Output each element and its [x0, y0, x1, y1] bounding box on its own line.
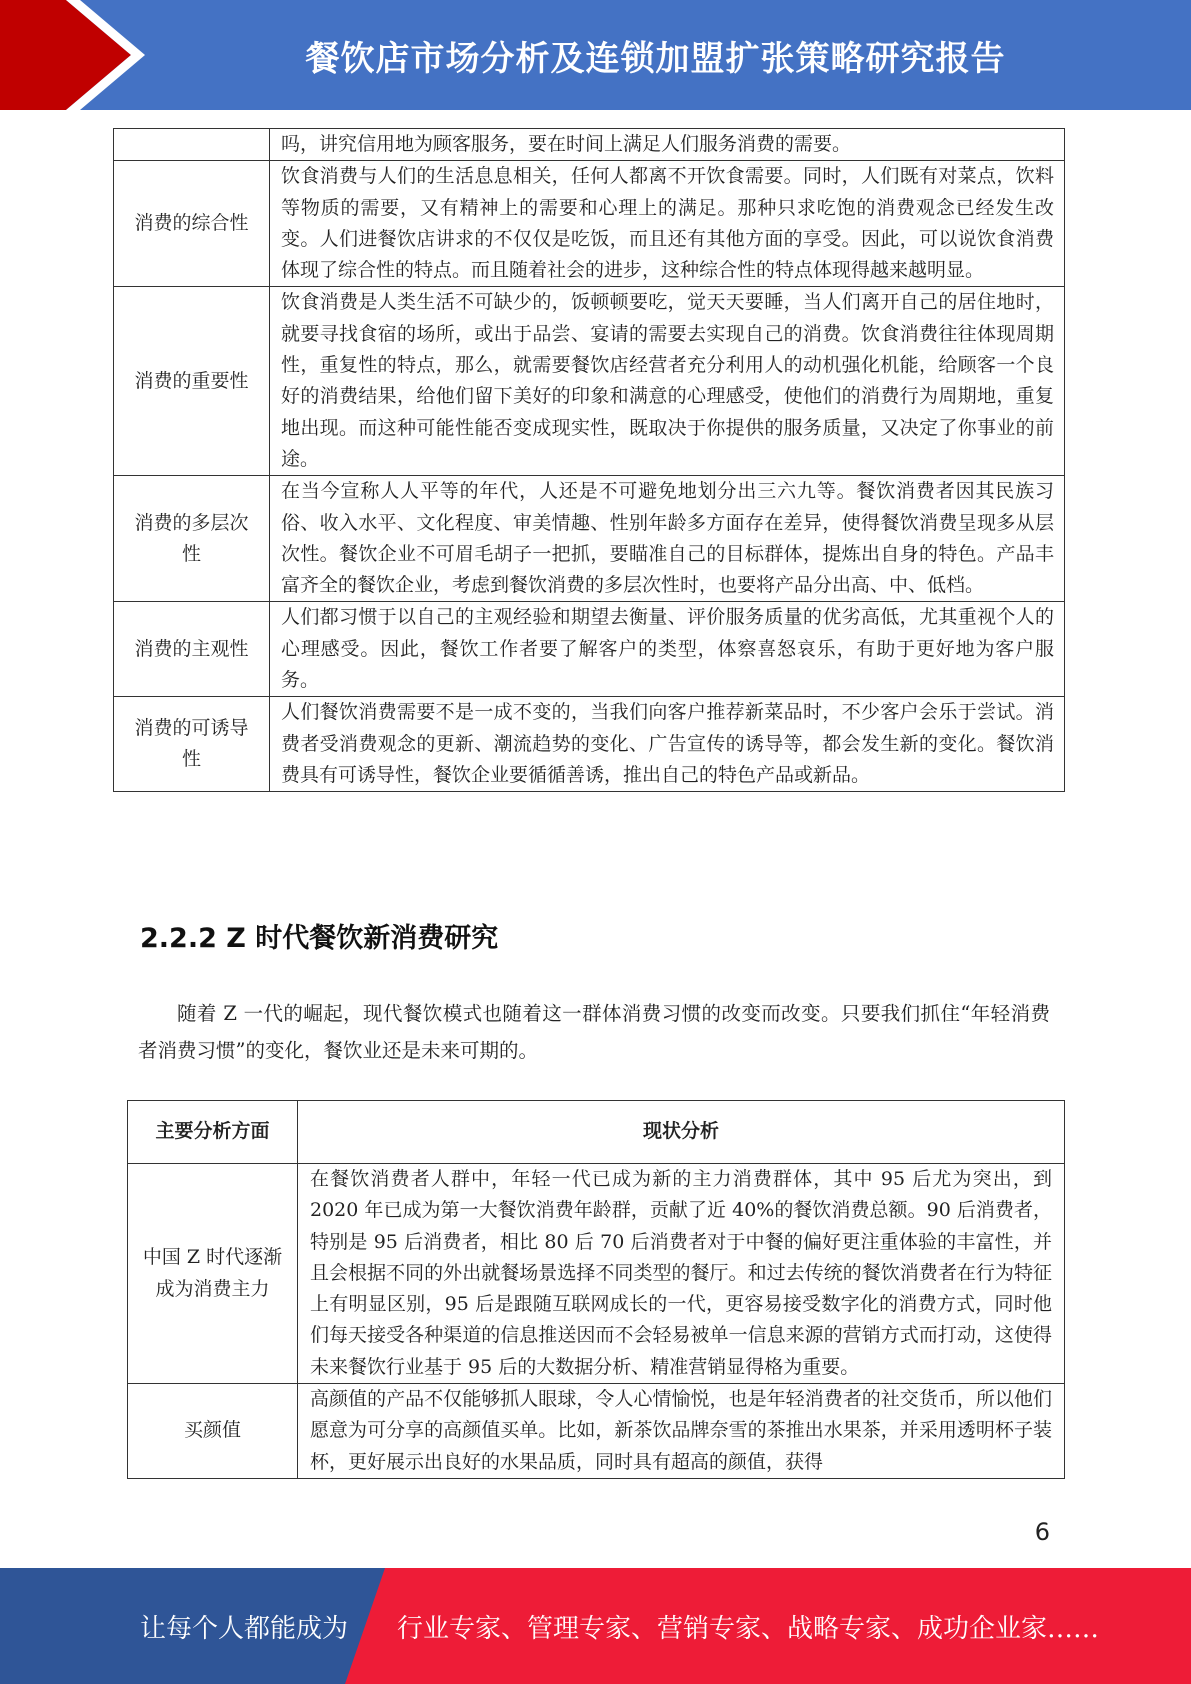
row-label: 消费的综合性 [114, 161, 270, 287]
consumption-characteristics-table [113, 128, 1065, 792]
row-description: 高颜值的产品不仅能够抓人眼球，令人心情愉悦，也是年轻消费者的社交货币，所以他们愿意为可分享的高颜值买单。比如，新茶饮品牌奈雪的茶推出水果茶，并采用透明杯子装杯，更好展示出良好的水果品质，同时具有超高的颜值，获得 [298, 1384, 1065, 1479]
row-description: 人们餐饮消费需要不是一成不变的，当我们向客户推荐新菜品时，不少客户会乐于尝试。消费者受消费观念的更新、潮流趋势的变化、广告宣传的诱导等，都会发生新的变化。餐饮消费具有可诱导性，餐饮企业要循循善诱，推出自己的特色产品或新品。 [270, 697, 1065, 792]
table-row [114, 476, 1065, 602]
row-label: 中国 Z 时代逐渐成为消费主力 [128, 1164, 298, 1384]
row-description: 饮食消费与人们的生活息息相关，任何人都离不开饮食需要。同时，人们既有对菜点，饮料等物质的需要，又有精神上的需要和心理上的满足。那种只求吃饱的消费观念已经发生改变。人们进餐饮店讲求的不仅仅是吃饭，而且还有其他方面的享受。因此，可以说饮食消费体现了综合性的特点。而且随着社会的进步，这种综合性的特点体现得越来越明显。 [270, 161, 1065, 287]
footer-banner [0, 1568, 1191, 1684]
table-row [114, 129, 1065, 161]
footer-slogan-left: 让每个人都能成为 [140, 1613, 349, 1644]
row-description: 吗，讲究信用地为顾客服务，要在时间上满足人们服务消费的需要。 [270, 129, 1065, 161]
row-label [114, 129, 270, 161]
table-row [114, 697, 1065, 792]
section-intro-paragraph: 随着 Z 一代的崛起，现代餐饮模式也随着这一群体消费习惯的改变而改变。只要我们抓住“年轻消费者消费习惯”的变化，餐饮业还是未来可期的。 [138, 1002, 1050, 1062]
gen-z-analysis-table [127, 1100, 1065, 1479]
row-label: 消费的多层次性 [114, 476, 270, 602]
table-row [128, 1384, 1065, 1479]
table-row [114, 602, 1065, 697]
row-description: 饮食消费是人类生活不可缺少的，饭顿顿要吃，觉天天要睡，当人们离开自己的居住地时，就要寻找食宿的场所，或出于品尝、宴请的需要去实现自己的消费。饮食消费往往体现周期性，重复性的特点，那么，就需要餐饮店经营者充分利用人的动机强化机能，给顾客一个良好的消费结果，给他们留下美好的印象和满意的心理感受，使他们的消费行为周期地，重复地出现。而这种可能性能否变成现实性，既取决于你提供的服务质量，又决定了你事业的前途。 [270, 287, 1065, 476]
row-label: 消费的可诱导性 [114, 697, 270, 792]
row-description: 在当今宣称人人平等的年代，人还是不可避免地划分出三六九等。餐饮消费者因其民族习俗、收入水平、文化程度、审美情趣、性别年龄多方面存在差异，使得餐饮消费呈现多从层次性。餐饮企业不可眉毛胡子一把抓，要瞄准自己的目标群体，提炼出自身的特色。产品丰富齐全的餐饮企业，考虑到餐饮消费的多层次性时，也要将产品分出高、中、低档。 [270, 476, 1065, 602]
row-description: 人们都习惯于以自己的主观经验和期望去衡量、评价服务质量的优劣高低，尤其重视个人的心理感受。因此，餐饮工作者要了解客户的类型，体察喜怒哀乐，有助于更好地为客户服务。 [270, 602, 1065, 697]
row-label: 消费的主观性 [114, 602, 270, 697]
page-number: 6 [1034, 1518, 1050, 1546]
table-row [114, 287, 1065, 476]
row-description: 在餐饮消费者人群中，年轻一代已成为新的主力消费群体，其中 95 后尤为突出，到 2020 年已成为第一大餐饮消费年龄群，贡献了近 40%的餐饮消费总额。90 后消费者，特别是 95 后消费者，相比 80 后 70 后消费者对于中餐的偏好更注重体验的丰富性，并且会根据不同的外出就餐场景选择不同类型的餐厅。和过去传统的餐饮消费者在行为特征上有明显区别，95 后是跟随互联网成长的一代，更容易接受数字化的消费方式，同时他们每天接受各种渠道的信息推送因而不会轻易被单一信息来源的营销方式而打动，这使得未来餐饮行业基于 95 后的大数据分析、精准营销显得格为重要。 [298, 1164, 1065, 1384]
footer-slogan-right: 行业专家、管理专家、营销专家、战略专家、成功企业家…… [397, 1613, 1100, 1644]
red-chevron-decoration [0, 0, 150, 110]
column-header-aspect: 主要分析方面 [128, 1101, 298, 1164]
table-row [114, 161, 1065, 287]
header-banner [0, 0, 1191, 110]
table-header-row [128, 1101, 1065, 1164]
row-label: 买颜值 [128, 1384, 298, 1479]
table-row [128, 1164, 1065, 1384]
report-title: 餐饮店市场分析及连锁加盟扩张策略研究报告 [305, 38, 1006, 79]
row-label: 消费的重要性 [114, 287, 270, 476]
section-heading: 2.2.2 Z 时代餐饮新消费研究 [140, 923, 499, 954]
column-header-analysis: 现状分析 [298, 1101, 1065, 1164]
